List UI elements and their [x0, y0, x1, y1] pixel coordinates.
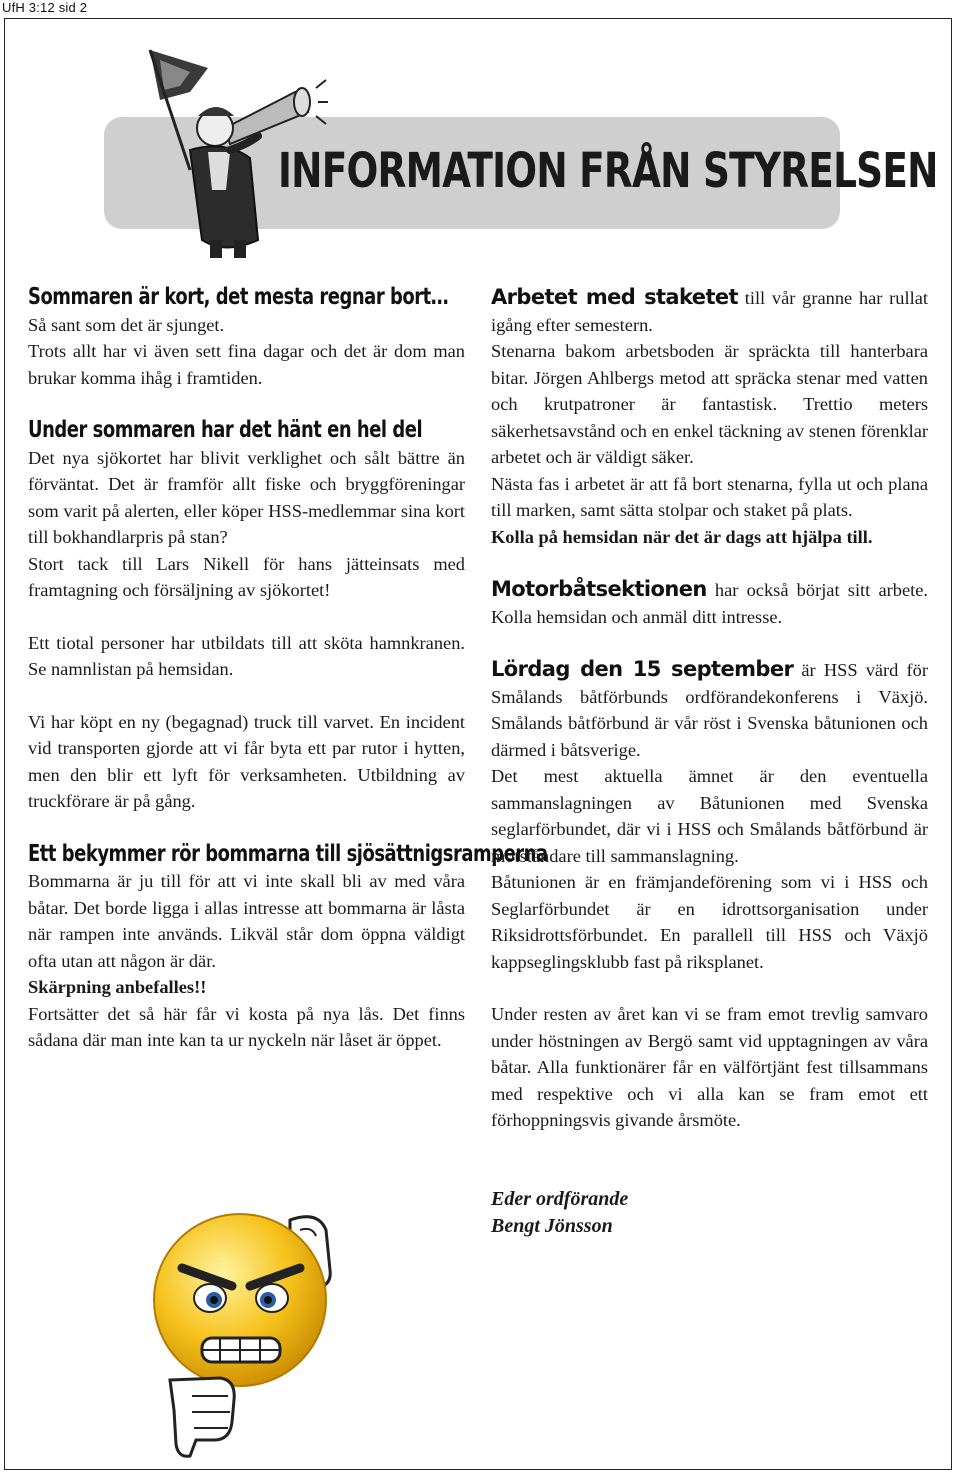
- paragraph: Arbetet med staketet till vår granne har rullat igång efter semestern.: [491, 285, 928, 335]
- signature-name: Bengt Jönsson: [491, 1214, 613, 1237]
- heading-booms: Ett bekymmer rör bommarna till sjösättnigsramperna: [28, 840, 548, 867]
- paragraph: Vi har köpt en ny (begagnad) truck till varvet. En incident vid transporten gjorde att vi får byta ett par rutor i hytten, men den blir ett lyft för verksamheten. Utbildning av truckförare är på gång.: [28, 711, 465, 811]
- heading-fence: Arbetet med staketet: [491, 285, 738, 309]
- paragraph: Bommarna är ju till för att vi inte skall bli av med våra båtar. Det borde ligga i allas intresse att bommarna är låsta när rampen inte används. Likväl står dom öppna väldigt ofta utan att någon är där.: [28, 871, 465, 971]
- paragraph: Stenarna bakom arbetsboden är spräckta till hanterbara bitar. Jörgen Ahlbergs metod att spräcka stenar med vatten och krutpatroner är fantastisk. Trettio meters säkerhetsavstånd och en enkel täckning av stenen förenklar arbetet och är väldigt säker.: [491, 341, 928, 467]
- paragraph: Under resten av året kan vi se fram emot trevlig samvaro under höstningen av Bergö samt vid upptagningen av våra båtar. Alla funktionärer får en välförtjänt fest tillsammans med respektive och vi alla kan se fram emot ett förhoppningsvis givande årsmöte.: [491, 1004, 928, 1130]
- heading-saturday: Lördag den 15 september: [491, 657, 794, 681]
- emphasis-line: Kolla på hemsidan när det är dags att hjälpa till.: [491, 526, 873, 547]
- page-corner-label: UfH 3:12 sid 2: [2, 0, 88, 15]
- paragraph: Ett tiotal personer har utbildats till att sköta hamnkranen. Se namnlistan på hemsidan.: [28, 632, 465, 679]
- emphasis-line: Skärpning anbefalles!!: [28, 977, 207, 997]
- banner-title: INFORMATION FRÅN STYRELSEN: [278, 143, 938, 199]
- paragraph: Det nya sjökortet har blivit verklighet och sålt bättre än förväntat. Det är framför allt fiske och bryggföreningar som varit på alerten, eller köper HSS-medlemmar sina kort till bokhandlarpris på stan?: [28, 447, 465, 547]
- heading-summer: Sommaren är kort, det mesta regnar bort…: [28, 284, 449, 310]
- signature-title: Eder ordförande: [491, 1187, 629, 1210]
- paragraph: Fortsätter det så här får vi kosta på nya lås. Det finns sådana där man inte kan ta ur nyckeln när låset är öppet.: [28, 1003, 465, 1050]
- paragraph: Nästa fas i arbetet är att få bort stenarna, fylla ut och plana till marken, samt sätta stolpar och staket på plats.: [491, 473, 928, 520]
- paragraph: Trots allt har vi även sett fina dagar och det är dom man brukar komma ihåg i framtiden.: [28, 341, 465, 388]
- heading-motorboat: Motorbåtsektionen: [491, 577, 707, 601]
- paragraph: Stort tack till Lars Nikell för hans jätteinsats med framtagning och försäljning av sjökortet!: [28, 553, 465, 600]
- paragraph: Så sant som det är sjunget.: [28, 314, 225, 335]
- angry-thumbs-down-smiley-icon: [140, 1190, 350, 1460]
- paragraph: Motorbåtsektionen har också börjat sitt arbete. Kolla hemsidan och anmäl ditt intresse.: [491, 577, 928, 627]
- paragraph: Det mest aktuella ämnet är den eventuella sammanslagningen av Båtunionen med Svenska seglarförbundet, där vi i HSS och Smålands båtförbund är motståndare till sammanslagning.: [491, 766, 928, 866]
- left-column: [28, 284, 548, 1054]
- right-column: [491, 284, 928, 1240]
- paragraph: Båtunionen är en främjandeförening som vi i HSS och Seglarförbundet är en idrottsorganisation under Riksidrottsförbundet. En parallell till HSS och Växjö kappseglingsklubb fast på riksplanet.: [491, 872, 928, 972]
- heading-summer-events: Under sommaren har det hänt en hel del: [28, 417, 423, 443]
- paragraph: Lördag den 15 september är HSS värd för Smålands båtförbunds ordförandekonferens i Växjö. Smålands båtförbund är vår röst i Svenska båtunionen och därmed i båtsverige.: [491, 657, 928, 760]
